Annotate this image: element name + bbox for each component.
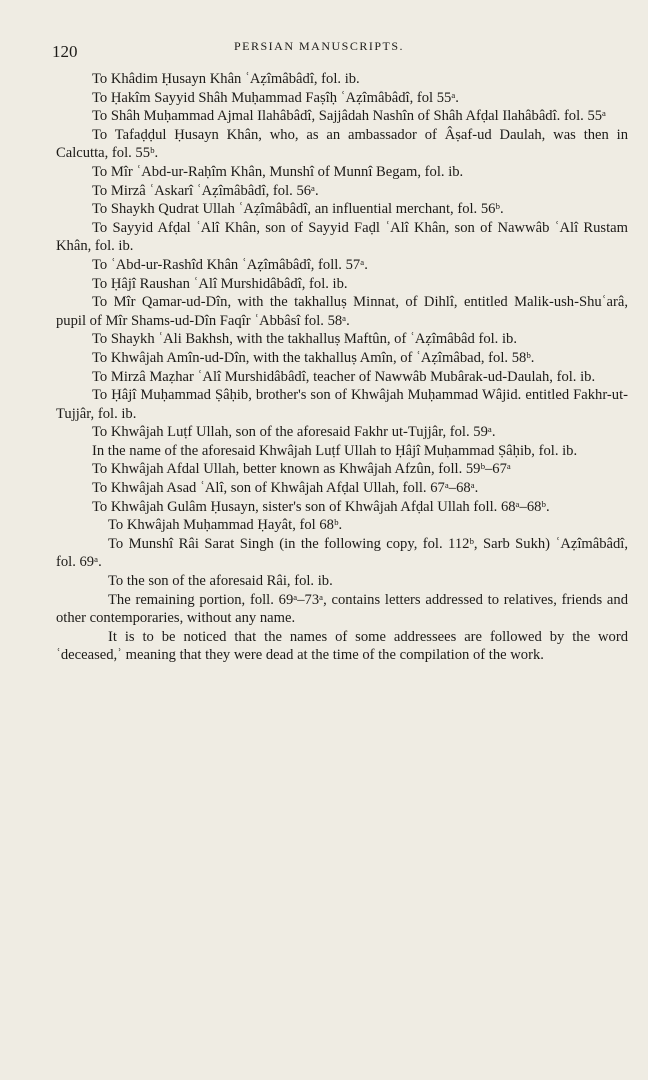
entry-paragraph: To Mîr ʿAbd-ur-Raḥîm Khân, Munshî of Munnî Begam, fol. ib.: [92, 163, 464, 180]
closing-paragraph: It is to be noticed that the names of some addressees are followed by the word ʿdeceased,ʾ meaning that they were dead at the time of the compilation of the work.: [56, 628, 628, 664]
entry-paragraph: To Tafaḍḍul Ḥusayn Khân, who, as an ambassador of Âṣaf-ud Daulah, was then in Calcutta, fol. 55ᵇ.: [56, 126, 628, 162]
entry-paragraph: To Khwâjah Muḥammad Ḥayât, fol 68ᵇ.: [108, 517, 343, 534]
entry-paragraph: To Khwâjah Asad ʿAlî, son of Khwâjah Afḍal Ullah, foll. 67ᵃ–68ᵃ.: [92, 480, 479, 497]
entry-paragraph: To Mirzâ Maẓhar ʿAlî Murshidâbâdî, teacher of Nawwâb Mubârak-ud-Daulah, fol. ib.: [92, 368, 596, 385]
running-title: PERSIAN MANUSCRIPTS.: [234, 39, 405, 53]
entry-paragraph: In the name of the aforesaid Khwâjah Luṭf Ullah to Ḥâjî Muḥammad Ṣâḥib, fol. ib.: [92, 442, 578, 459]
entry-paragraph: To Khwâjah Afdal Ullah, better known as Khwâjah Afzûn, foll. 59ᵇ–67ᵃ: [92, 461, 511, 478]
entry-paragraph: To Munshî Râi Sarat Singh (in the following copy, fol. 112ᵇ, Sarb Sukh) ʿAẓîmâbâdî, fol. 69ᵃ.: [56, 535, 628, 571]
page-number: 120: [52, 42, 78, 61]
page-body: [56, 70, 628, 665]
entry-paragraph: To Shaykh ʿAli Bakhsh, with the takhalluṣ Maftûn, of ʿAẓîmâbâd fol. ib.: [92, 331, 517, 348]
entry-paragraph: To Ḥâjî Muḥammad Ṣâḥib, brother's son of Khwâjah Muḥammad Wâjid. entitled Fakhr-ut-Tujjâr, fol. ib.: [56, 387, 628, 422]
entry-paragraph: To Ḥâjî Raushan ʿAlî Murshidâbâdî, fol. ib.: [92, 275, 348, 292]
entry-paragraph: To Khwâjah Luṭf Ullah, son of the aforesaid Fakhr ut-Tujjâr, fol. 59ᵃ.: [92, 424, 496, 441]
entry-paragraph: To Shâh Muḥammad Ajmal Ilahâbâdî, Sajjâdah Nashîn of Shâh Afḍal Ilahâbâdî. fol. 55ᵃ: [92, 108, 607, 125]
entry-paragraph: To Mirzâ ʿAskarî ʿAẓîmâbâdî, fol. 56ᵃ.: [92, 182, 319, 199]
entry-paragraph: To Mîr Qamar-ud-Dîn, with the takhalluṣ Minnat, of Dihlî, entitled Malik-ush-Shuʿarâ, pupil of Mîr Shams-ud-Dîn Faqîr ʿAbbâsî fol. 58ᵃ.: [56, 294, 628, 329]
entry-paragraph: To Ḥakîm Sayyid Shâh Muḥammad Faṣîḥ ʿAẓîmâbâdî, fol 55ᵃ.: [92, 89, 459, 106]
entry-paragraph: To Shaykh Qudrat Ullah ʿAẓîmâbâdî, an influential merchant, fol. 56ᵇ.: [92, 201, 504, 218]
entry-paragraph: To Sayyid Afḍal ʿAlî Khân, son of Sayyid Faḍl ʿAlî Khân, son of Nawwâb ʿAlî Rustam Khân, fol. ib.: [56, 219, 628, 255]
entry-paragraph: To Khwâjah Gulâm Ḥusayn, sister's son of Khwâjah Afḍal Ullah foll. 68ᵃ–68ᵇ.: [92, 498, 550, 515]
page-header: [0, 36, 648, 66]
closing-paragraph: The remaining portion, foll. 69ᵃ–73ᵃ, contains letters addressed to relatives, friends and other contemporaries, without any name.: [56, 591, 628, 627]
entry-paragraph: To the son of the aforesaid Râi, fol. ib.: [108, 573, 333, 590]
entry-paragraph: To ʿAbd-ur-Rashîd Khân ʿAẓîmâbâdî, foll. 57ᵃ.: [92, 256, 368, 273]
entry-paragraph: To Khwâjah Amîn-ud-Dîn, with the takhalluṣ Amîn, of ʿAẓîmâbad, fol. 58ᵇ.: [92, 349, 535, 366]
entry-paragraph: To Khâdim Ḥusayn Khân ʿAẓîmâbâdî, fol. ib.: [92, 71, 360, 87]
